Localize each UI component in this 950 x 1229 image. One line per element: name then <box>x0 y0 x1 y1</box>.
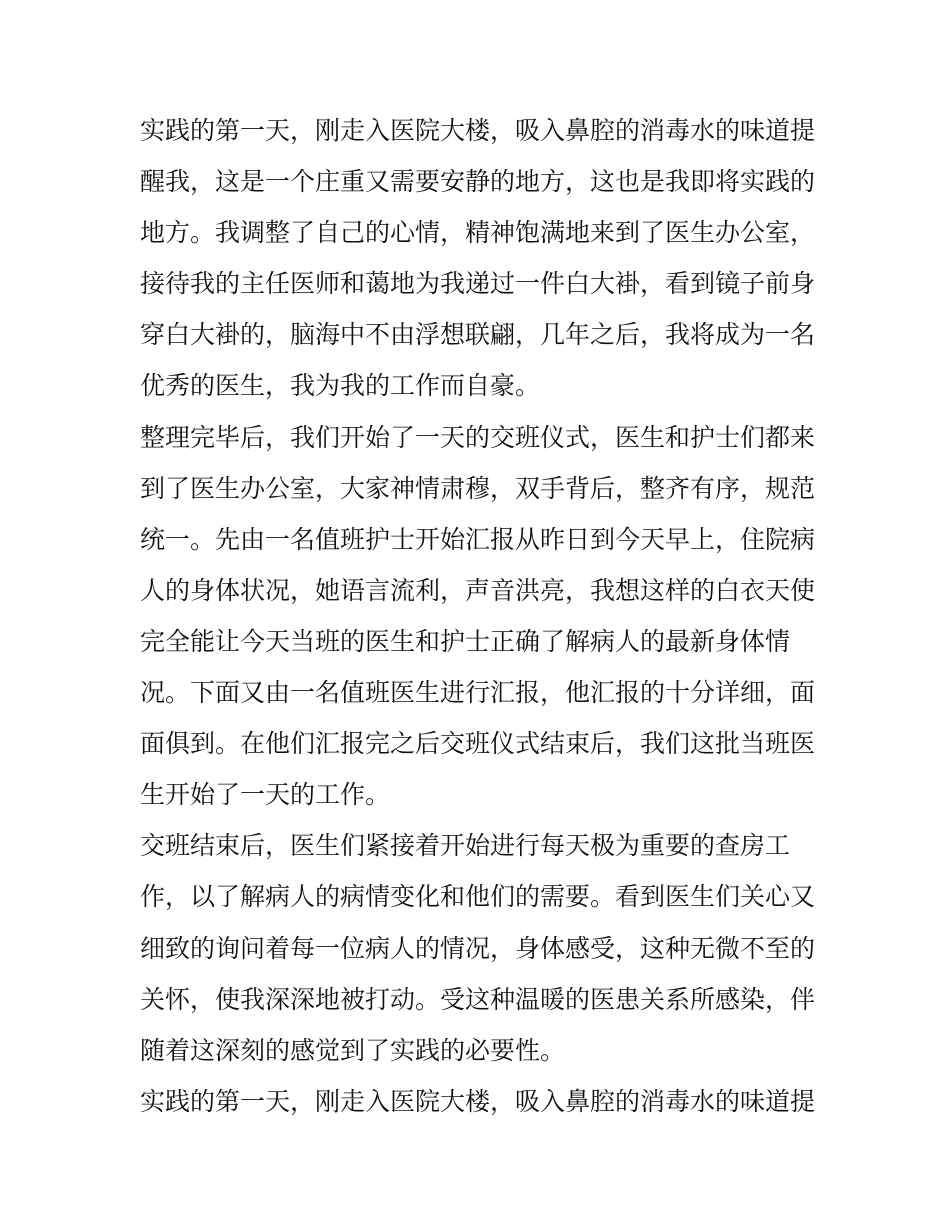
text-line: 完全能让今天当班的医生和护士正确了解病人的最新身体情 <box>140 626 791 656</box>
text-line: 生开始了一天的工作。 <box>140 780 391 810</box>
text-line: 实践的第一天，刚走入医院大楼，吸入鼻腔的消毒水的味道提 <box>140 116 815 145</box>
text-line: 整理完毕后，我们开始了一天的交班仪式，医生和护士们都来 <box>140 422 815 452</box>
text-line: 交班结束后，医生们紧接着开始进行每天极为重要的查房工 <box>140 831 791 861</box>
text-line: 到了医生办公室，大家神情肃穆，双手背后，整齐有序，规范 <box>140 473 815 503</box>
text-line: 关怀，使我深深地被打动。受这种温暖的医患关系所感染，伴 <box>140 984 815 1014</box>
text-line: 况。下面又由一名值班医生进行汇报，他汇报的十分详细，面 <box>140 678 815 708</box>
text-line: 实践的第一天，刚走入医院大楼，吸入鼻腔的消毒水的味道提 <box>140 1086 815 1116</box>
document-body <box>140 105 815 1127</box>
text-line: 随着这深刻的感觉到了实践的必要性。 <box>140 1035 566 1065</box>
text-line: 穿白大褂的，脑海中不由浮想联翩，几年之后，我将成为一名 <box>140 320 815 350</box>
text-line: 面俱到。在他们汇报完之后交班仪式结束后，我们这批当班医 <box>140 729 815 759</box>
text-line: 优秀的医生，我为我的工作而自豪。 <box>140 371 541 401</box>
text-line: 地方。我调整了自己的心情，精神饱满地来到了医生办公室， <box>140 218 815 248</box>
text-line: 统一。先由一名值班护士开始汇报从昨日到今天早上，住院病 <box>140 524 815 554</box>
text-line: 作，以了解病人的病情变化和他们的需要。看到医生们关心又 <box>140 882 815 912</box>
text-line: 醒我，这是一个庄重又需要安静的地方，这也是我即将实践的 <box>140 167 815 197</box>
text-line: 人的身体状况，她语言流利，声音洪亮，我想这样的白衣天使 <box>140 575 815 605</box>
text-line: 细致的询问着每一位病人的情况，身体感受，这种无微不至的 <box>140 933 815 963</box>
text-line: 接待我的主任医师和蔼地为我递过一件白大褂，看到镜子前身 <box>140 269 815 299</box>
